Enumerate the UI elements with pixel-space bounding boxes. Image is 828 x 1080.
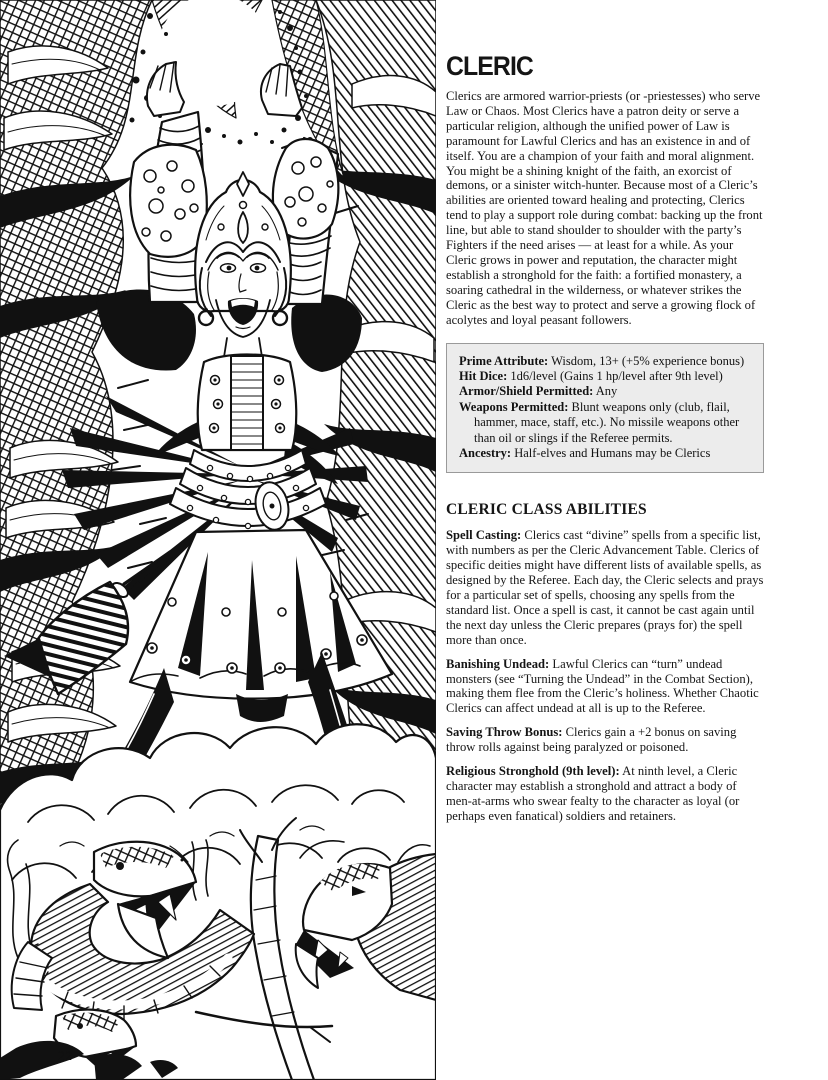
stat-row [459,354,752,369]
abilities-heading: CLERIC CLASS ABILITIES [446,501,647,519]
stat-value: Wisdom, 13+ (+5% experience bonus) [551,353,745,368]
page-number: 22 [58,1048,73,1063]
ability-label: Spell Casting: [446,528,522,543]
ability-label: Saving Throw Bonus: [446,725,563,740]
text-column [446,50,764,824]
stat-value: Any [595,384,618,399]
stat-value: Blunt weapons only (club, flail, hammer, mace, staff, etc.). No missile weapons other than oil or slings if the Referee permits. [474,399,740,445]
stat-row [459,400,752,446]
class-statblock [446,343,764,474]
stat-label: Weapons Permitted: [459,399,569,414]
stat-label: Hit Dice: [459,368,508,383]
stat-label: Prime Attribute: [459,353,549,368]
stat-label: Armor/Shield Permitted: [459,384,594,399]
class-intro: Clerics are armored warrior-priests (or -priestesses) who serve Law or Chaos. Most Clerics have a patron deity or serve a particular religion, although the unified power of Law is paramount for Lawful Clerics and has an existence in and of itself. You are a champion of your faith and moral alignment. You might be a shining knight of the faith, an exorcist of demons, or a sinister witch-hunter. Because most of a Cleric’s abilities are oriented toward healing and protecting, Clerics tend to play a support role during combat: backing up the front line, but able to stand shoulder to shoulder with the party’s Fighters if the need arises — at least for a while. As your Cleric grows in power and reputation, the character might establish a stronghold for the faith: a fortified monastery, a soaring cathedral in the wilderness, or whatever strikes the Cleric as the best way to protect and serve a growing flock of acolytes and loyal peasant followers. [446,89,763,327]
ability-text: Clerics gain a +2 bonus on saving throw rolls against being paralyzed or poisoned. [446,725,737,755]
ability-paragraph [446,725,764,755]
ability-text: Clerics cast “divine” spells from a specific list, with numbers as per the Cleric Advancement Table. Clerics of specific deities might have different lists of available spells, as designed by the Referee. Each day, the Cleric selects and prays for a particular set of spells, choosing any spells from the standard list. Once a spell is cast, it cannot be cast again until the next day unless the Cleric prepares (prays for) the spell more than once. [446,528,764,647]
ability-text: At ninth level, a Cleric character may establish a stronghold and attract a body of men-at-arms who swear fealty to the character as loyal (or perhaps even fanatical) soldiers and retainers. [446,764,740,823]
stat-row [459,384,752,399]
earring-right [273,311,287,325]
stat-value: Half-elves and Humans may be Clerics [514,445,711,460]
ability-paragraph [446,528,764,647]
ability-label: Religious Stronghold (9th level): [446,764,620,779]
stat-row [459,369,752,384]
ability-paragraph [446,764,764,824]
stat-row [459,446,752,461]
stat-value: 1d6/level (Gains 1 hp/level after 9th level) [510,368,723,383]
earring-left [199,311,213,325]
ability-text: Lawful Clerics can “turn” undead monsters (see “Turning the Undead” in the Combat Section), making them flee from the Cleric’s holiness. Whether Chaotic Clerics can affect undead at all is up to the Referee. [446,656,759,716]
ability-paragraph [446,657,764,717]
stat-label: Ancestry: [459,445,512,460]
ability-label: Banishing Undead: [446,656,550,671]
page-title: CLERIC [446,51,533,81]
